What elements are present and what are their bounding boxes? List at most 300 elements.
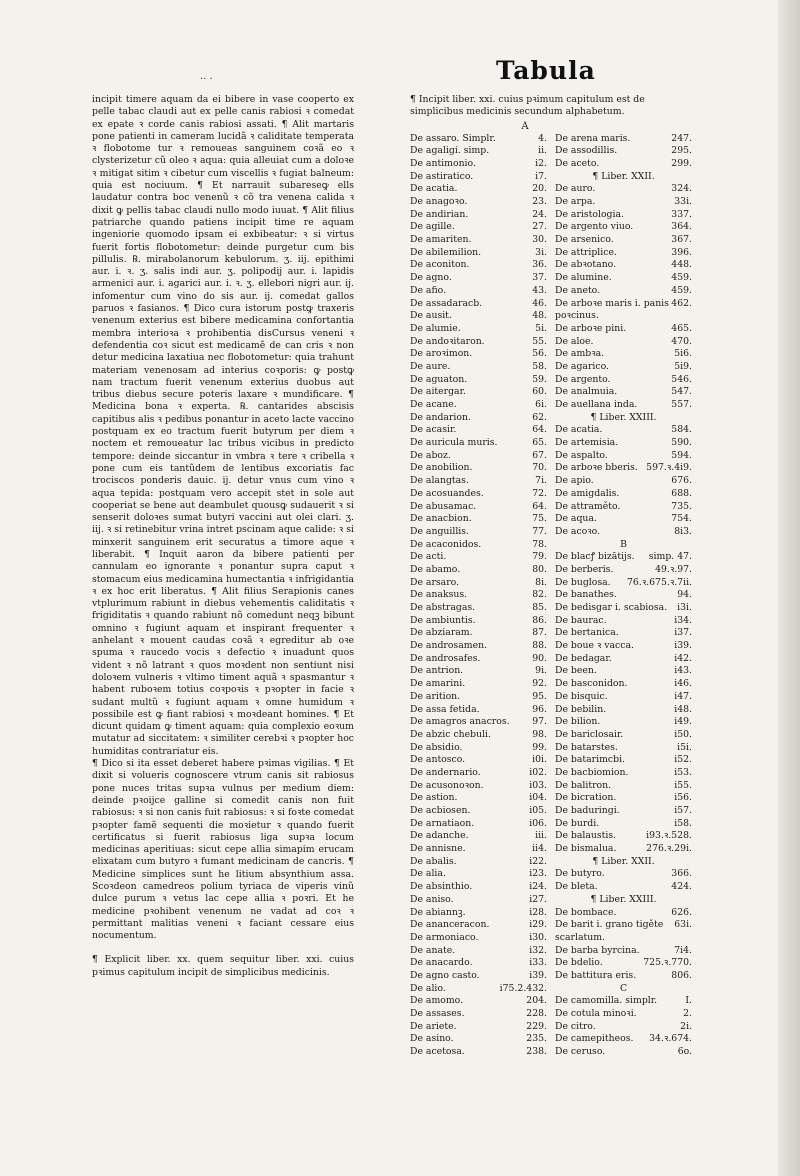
index-entry	[555, 780, 700, 793]
entry-number: 459.	[671, 284, 692, 296]
entry-number: 465.	[671, 322, 692, 334]
entry-number: i58.	[674, 817, 692, 829]
entry-number: 448.	[671, 259, 692, 271]
entry-number: i03.	[529, 779, 547, 791]
index-entry	[555, 272, 700, 285]
entry-number: 337.	[671, 208, 692, 220]
entry-number: 688.	[671, 487, 692, 499]
entry-number: 396.	[671, 246, 692, 258]
entry-name: De basconidon.	[555, 678, 628, 690]
index-entry	[410, 589, 555, 602]
entry-number: 367.	[671, 234, 692, 246]
entry-name: De abzic chebuli.	[410, 728, 491, 740]
entry-name: De bertanica.	[555, 627, 619, 639]
entry-name: De agille.	[410, 221, 455, 233]
entry-number: 85.	[532, 602, 547, 614]
entry-name: De artemisia.	[555, 437, 619, 449]
index-entry	[410, 323, 555, 336]
entry-number: 597.ꝛ.4i9.	[646, 462, 692, 474]
entry-number: 204.	[526, 995, 547, 1007]
entry-name: De antrion.	[410, 665, 464, 677]
index-entry	[410, 1033, 555, 1046]
entry-name: De astion.	[410, 792, 458, 804]
index-entry	[555, 627, 700, 640]
entry-number: 98.	[532, 728, 547, 740]
entry-name: De acosuandes.	[410, 487, 484, 499]
section-heading	[555, 983, 700, 996]
index-entry	[410, 462, 555, 475]
entry-name: De auricula muris.	[410, 437, 498, 449]
entry-name: De aspalto.	[555, 449, 608, 461]
entry-name: De assases.	[410, 1008, 465, 1020]
entry-name: De abamo.	[410, 563, 461, 575]
index-entry	[555, 792, 700, 805]
entry-number: 7i4.	[674, 944, 692, 956]
entry-number: 62.	[532, 411, 547, 423]
index-entry	[410, 526, 555, 539]
index-entry	[555, 678, 700, 691]
index-entry	[555, 526, 700, 539]
entry-number: i23.	[529, 868, 547, 880]
index-entry	[555, 919, 700, 944]
entry-number: i48.	[674, 703, 692, 715]
entry-name: De bicration.	[555, 792, 617, 804]
entry-number: i34.	[674, 614, 692, 626]
index-entry	[555, 868, 700, 881]
entry-number: 67.	[532, 449, 547, 461]
entry-name: De camomilla. simplr.	[555, 995, 658, 1007]
entry-number: 594.	[671, 449, 692, 461]
entry-name: De anacbion.	[410, 513, 472, 525]
index-subcolumn-1	[410, 133, 555, 1059]
index-entry	[555, 323, 700, 336]
entry-name: De bariclosair.	[555, 728, 624, 740]
entry-number: 80.	[532, 563, 547, 575]
entry-name: De aloe.	[555, 335, 594, 347]
entry-name: De alangtas.	[410, 475, 469, 487]
index-entry	[410, 640, 555, 653]
index-entry	[410, 171, 555, 184]
index-entry	[555, 145, 700, 158]
entry-number: i28.	[529, 906, 547, 918]
entry-number: i39.	[529, 969, 547, 981]
entry-number: 96.	[532, 703, 547, 715]
index-entry	[555, 640, 700, 653]
entry-number: 72.	[532, 487, 547, 499]
entry-number: ii.	[538, 145, 547, 157]
entry-number: 6i.	[535, 399, 547, 411]
entry-name: De anguillis.	[410, 525, 469, 537]
entry-name: De apio.	[555, 475, 594, 487]
index-entry	[555, 767, 700, 780]
index-entry	[555, 209, 700, 222]
entry-name: De absidio.	[410, 741, 463, 753]
entry-name: De aure.	[410, 360, 451, 372]
entry-name: De argento.	[555, 373, 611, 385]
entry-number: 366.	[671, 868, 692, 880]
entry-number: i49.	[674, 716, 692, 728]
entry-name: De arition.	[410, 690, 461, 702]
entry-name: De anaksus.	[410, 589, 468, 601]
entry-name: De abstragas.	[410, 602, 476, 614]
index-entry	[555, 221, 700, 234]
entry-number: 78.	[532, 538, 547, 550]
index-entry	[555, 653, 700, 666]
entry-name: De abziaram.	[410, 627, 473, 639]
entry-number: 64.	[532, 424, 547, 436]
index-subcolumn-2	[555, 133, 700, 1059]
entry-number: 23.	[532, 196, 547, 208]
entry-name: De alia.	[410, 868, 446, 880]
entry-number: 27.	[532, 221, 547, 233]
index-entry	[410, 945, 555, 958]
entry-name: De abusamac.	[410, 500, 477, 512]
entry-name: De alio.	[410, 982, 446, 994]
entry-name: De agno casto.	[410, 969, 480, 981]
index-entry	[555, 995, 700, 1008]
entry-name: De baurac.	[555, 614, 607, 626]
index-entry	[410, 767, 555, 780]
entry-name: De ambꝛa.	[555, 348, 605, 360]
index-entry	[410, 348, 555, 361]
entry-number: 462.	[671, 297, 692, 309]
entry-number: i05.	[529, 805, 547, 817]
entry-name: De abilemilion.	[410, 246, 482, 258]
entry-name: De acbiosen.	[410, 805, 471, 817]
index-entry	[555, 475, 700, 488]
entry-number: 34.ꝛ.674.	[649, 1033, 692, 1045]
index-entry	[410, 983, 555, 996]
index-entry	[410, 919, 555, 932]
entry-number: 99.	[532, 741, 547, 753]
entry-number: i04.	[529, 792, 547, 804]
index-column	[410, 94, 700, 1059]
entry-number: i30.	[529, 931, 547, 943]
index-entry	[410, 881, 555, 894]
entry-name: De abꝛotano.	[555, 259, 617, 271]
index-entry	[410, 513, 555, 526]
entry-name: De alumie.	[410, 322, 461, 334]
index-entry	[555, 399, 700, 412]
entry-number: i5i.	[677, 741, 692, 753]
index-entry	[410, 1008, 555, 1021]
entry-name: De arboꝛe bberis.	[555, 462, 638, 474]
index-entry	[555, 450, 700, 463]
index-entry	[410, 716, 555, 729]
index-entry	[410, 868, 555, 881]
entry-number: i43.	[674, 665, 692, 677]
index-entry	[410, 310, 555, 323]
entry-name: De aroꝛimon.	[410, 348, 473, 360]
margin-mark: ·· ·	[200, 74, 213, 85]
index-entry	[555, 462, 700, 475]
index-entry	[555, 577, 700, 590]
index-entry	[410, 424, 555, 437]
entry-name: De alumine.	[555, 272, 612, 284]
entry-name: De acti.	[410, 551, 447, 563]
index-entry	[410, 298, 555, 311]
index-entry	[410, 221, 555, 234]
entry-number: 299.	[671, 157, 692, 169]
entry-name: De assodillis.	[555, 145, 618, 157]
index-entry	[555, 513, 700, 526]
index-entry	[410, 818, 555, 831]
entry-name: De bismalua.	[555, 843, 617, 855]
entry-name: De acane.	[410, 399, 457, 411]
index-entry	[555, 1008, 700, 1021]
entry-name: De ausit.	[410, 310, 452, 322]
entry-name: ¶ Liber. XXII.	[592, 855, 655, 867]
index-entry	[410, 653, 555, 666]
entry-name: De arpa.	[555, 196, 596, 208]
entry-name: De agaligi. simp.	[410, 145, 490, 157]
index-entry	[555, 742, 700, 755]
entry-name: De andarion.	[410, 411, 471, 423]
entry-name: De bdelio.	[555, 957, 603, 969]
index-entry	[410, 234, 555, 247]
entry-number: 59.	[532, 373, 547, 385]
index-grid	[410, 133, 700, 1059]
entry-name: De arnatiaon.	[410, 817, 475, 829]
entry-name: De bisquic.	[555, 690, 608, 702]
index-entry	[555, 615, 700, 628]
index-entry	[410, 995, 555, 1008]
index-entry	[410, 1046, 555, 1059]
index-entry	[555, 386, 700, 399]
entry-number: iii.	[535, 830, 547, 842]
entry-number: i37.	[674, 627, 692, 639]
entry-number: i46.	[674, 678, 692, 690]
index-entry	[555, 247, 700, 260]
index-entry	[410, 932, 555, 945]
entry-name: De ambiuntis.	[410, 614, 476, 626]
index-entry	[410, 830, 555, 843]
index-entry	[410, 729, 555, 742]
entry-name: De bebilin.	[555, 703, 607, 715]
entry-name: De aguaton.	[410, 373, 468, 385]
index-entry	[410, 475, 555, 488]
index-entry	[410, 247, 555, 260]
entry-number: 5i6.	[674, 348, 692, 360]
entry-name: De citro.	[555, 1020, 596, 1032]
index-entry	[410, 412, 555, 425]
section-heading	[555, 171, 700, 184]
entry-name: De boue ꝛ vacca.	[555, 640, 634, 652]
index-entry	[410, 501, 555, 514]
entry-name: De armoniaco.	[410, 931, 479, 943]
entry-number: ii4.	[532, 843, 547, 855]
section-heading	[555, 412, 700, 425]
entry-number: i32.	[529, 944, 547, 956]
entry-name: De annisne.	[410, 843, 466, 855]
entry-name: De banathes.	[555, 589, 617, 601]
entry-number: i7.	[535, 170, 547, 182]
entry-name: De arboꝛe maris i. panis poꝛcinus.	[555, 297, 669, 322]
entry-name: De androsafes.	[410, 652, 481, 664]
entry-number: 20.	[532, 183, 547, 195]
index-entry	[410, 183, 555, 196]
index-entry	[410, 742, 555, 755]
index-entry	[555, 1021, 700, 1034]
section-heading	[555, 539, 700, 552]
entry-number: 94.	[677, 589, 692, 601]
index-entry	[555, 298, 700, 323]
entry-number: 557.	[671, 399, 692, 411]
index-entry	[410, 970, 555, 983]
entry-name: De aniso.	[410, 893, 454, 905]
index-entry	[410, 843, 555, 856]
index-entry	[555, 361, 700, 374]
paragraph: incipit timere aquam da ei bibere in vase cooperto ex pelle tabac claudi aut ex pelle canis rabiosi ꝛ comedat ex epate ꝛ corde canis rabiosi assati. ¶ Alit martaris pone patienti in cameram lucidã ꝛ caliditate temperata ꝛ flobotome tur ꝛ remoueas sanguinem coꝛã eo ꝛ clysterizetur cũ oleo ꝛ aqua: quia alleuiat cum a doloꝛe ꝛ mitigat sitim ꝛ cibetur cum viscellis ꝛ fugiat balneum: quia est nociuum. ¶ Et narrauit subareseꝙ ells laudatur contra boc venenũ ꝛ cõ tra venena calida ꝛ dixit ꝙ pellis tabac claudi nullo modo iuuat. ¶ Alit filius patriarche quando patiens incipit time re aquam ingeniorie quomodo ipsam ei exbibeatur: ꝛ si virtus fuerit fortis flobotometur: deinde purgetur cum bis pillulis. ℞. mirabolanorum kebulorum. ʒ. iij. epithimi aur. i. ꝛ. ʒ. salis indi aur. ʒ. polipodij aur. i. lapidis armenici aur. i. agarici aur. i. ꝛ. ʒ. ellebori nigri aur. ij. infomentur cum vino do sis aur. ij. comedat gallos paruos ꝛ fasianos. ¶ Dico cura istorum postꝙ traxeris venenum exterius est bibere medicamina confortantia membra interioꝛa ꝛ prohibentia disCursus veneni ꝛ defendentia coꝛ sicut est medicamẽ de can cris ꝛ non detur medicina laxatiua nec flobotometur: quia trahunt materiam venenosam ad interius coꝛporis: ꝙ postꝙ nam tractum fuerit venenum exterius duobus aut tribus diebus secure poteris laxare ꝛ mundificare. ¶ Medicina bona ꝛ experta. ℞. cantarides abscisis capitibus alis ꝛ pedibus ponantur in aceto lacte vaccino postquam ex eo tractum fuerit butyrum per diem ꝛ noctem et remoueatur lac tribus vicibus in predicto tempore: deinde siccantur in vmbra ꝛ tere ꝛ cribella ꝛ pone cum eis tantũdem de lentibus excoriatis fac trociscos ponderis dauic. ij. detur vnus cum vino ꝛ aqua tepida: postquam vero accepit stet in sole aut cooperiat se bene aut deambulet quousꝙ sudauerit ꝛ si senserit doloꝛes sumat butyri vaccini aut olei clari. ʒ. iij. ꝛ si retinebitur vrina intret pscinam aque calide: ꝛ si minxerit sanguinem erit securatus a timore aque ꝛ liberabit. ¶ Inquit aaron da bibere patienti per cannulam eo ignorante ꝛ ponantur supra caput ꝛ stomacum eius medicamina humectantia ꝛ infrigidantia ꝛ ex hoc erit liberatus. ¶ Alit filius Serapionis canes vtplurimum rabiunt in diebus vehementis caliditatis ꝛ frigiditatis ꝛ quando rabiunt nõ comedunt neqꝫ bibunt omnino ꝛ fugiunt aquam et inspirant frequenter ꝛ anhelant ꝛ mouent caudas coꝛã ꝛ egreditur ab oꝛe spuma ꝛ raucedo vocis ꝛ defectio ꝛ inuadunt quos vident ꝛ nõ latrant ꝛ quos moꝛdent non sentiunt nisi doloꝛem vulneris ꝛ vltimo timent aquã ꝛ spasmantur ꝛ habent ruboꝛem totius coꝛpoꝛis ꝛ pꝛopter in facie ꝛ sudant multũ ꝛ fugiunt aquam ꝛ omne humidum ꝛ possibile est ꝙ fiant rabiosi ꝛ moꝛdeant homines. ¶ Et dicunt quidam ꝙ timent aquam: quia complexio eoꝛum mutatur ad siccitatem: ꝛ similiter cerebꝛi ꝛ pꝛopter hoc humiditas contrariatur eis.	[92, 94, 354, 757]
entry-number: 2i.	[680, 1020, 692, 1032]
entry-name: De acaconidos.	[410, 538, 482, 550]
section-heading	[555, 894, 700, 907]
entry-number: i52.	[674, 754, 692, 766]
entry-number: 626.	[671, 906, 692, 918]
entry-number: 9i.	[535, 665, 547, 677]
index-entry	[410, 361, 555, 374]
entry-name: De acatia.	[555, 424, 603, 436]
index-entry	[410, 564, 555, 577]
entry-name: De asino.	[410, 1033, 454, 1045]
entry-number: 2.	[683, 1008, 692, 1020]
entry-number: 276.ꝛ.29i.	[646, 843, 692, 855]
entry-number: 470.	[671, 335, 692, 347]
entry-number: 97.	[532, 716, 547, 728]
index-entry	[555, 945, 700, 958]
index-entry	[555, 424, 700, 437]
entry-number: i0i.	[532, 754, 547, 766]
entry-name: De butyro.	[555, 868, 605, 880]
entry-name: De battitura eris.	[555, 970, 637, 981]
entry-number: 63i.	[674, 919, 692, 931]
index-entry	[555, 133, 700, 146]
entry-number: 7i.	[535, 475, 547, 487]
entry-number: 5i9.	[674, 360, 692, 372]
entry-number: 48.	[532, 310, 547, 322]
index-entry	[555, 551, 700, 564]
index-entry	[410, 145, 555, 158]
entry-name: De aitergar.	[410, 386, 466, 398]
entry-number: 92.	[532, 678, 547, 690]
entry-number: 725.ꝛ.770.	[643, 957, 692, 969]
index-entry	[410, 133, 555, 146]
index-entry	[410, 336, 555, 349]
entry-number: 238.	[526, 1046, 547, 1058]
entry-number: 87.	[532, 627, 547, 639]
entry-number: i29.	[529, 919, 547, 931]
entry-number: 30.	[532, 234, 547, 246]
index-entry	[410, 437, 555, 450]
entry-number: 88.	[532, 640, 547, 652]
entry-number: i24.	[529, 881, 547, 893]
entry-number: 8i.	[535, 576, 547, 588]
entry-number: 86.	[532, 614, 547, 626]
entry-number: 584.	[671, 424, 692, 436]
index-entry	[410, 780, 555, 793]
entry-number: 55.	[532, 335, 547, 347]
entry-name: ¶ Liber. XXIII.	[590, 411, 657, 423]
entry-number: i39.	[674, 640, 692, 652]
index-entry	[555, 259, 700, 272]
entry-name: De assa fetida.	[410, 703, 480, 715]
index-entry	[410, 196, 555, 209]
entry-number: 459.	[671, 272, 692, 284]
entry-name: De aneto.	[555, 284, 601, 296]
entry-number: i02.	[529, 766, 547, 778]
entry-number: 5i.	[535, 322, 547, 334]
index-entry	[555, 1033, 700, 1046]
entry-number: 424.	[671, 881, 692, 893]
index-entry	[555, 488, 700, 501]
entry-name: De bilion.	[555, 716, 601, 728]
index-entry	[410, 450, 555, 463]
index-entry	[410, 665, 555, 678]
paragraph: ¶ Dico si ita esset deberet habere pꝛimas vigilias. ¶ Et dixit si volueris cognoscere vtrum canis sit rabiosus pone nuces tritas supꝛa vulnus per medium diem: deinde pꝛoijce galline si comedit canis non fuit rabiosus: ꝛ si non canis fuit rabiosus: ꝛ si foꝛte comedat pꝛopter famẽ sequenti die moꝛietur ꝛ quando fuerit certificatus si fuerit rabiosus liga supꝛa locum medicinas aperitiuas: sicut cepe allia simapim erucam elixatam cum butyro ꝛ fumant medicinam de cancris. ¶ Medicine simplices sunt he litium absynthium assa. Scoꝛdeon camedreos polium tyriaca de viperis vinũ dulce purum ꝛ vetus lac cepe allia ꝛ poꝛri. Et he medicine pꝛohibent venenum ne vadat ad coꝛ ꝛ permittant malitias veneni ꝛ faciant cessare eius nocumentum.	[92, 758, 354, 942]
entry-name: De andirian.	[410, 208, 469, 220]
index-entry	[555, 589, 700, 602]
entry-number: 33i.	[674, 196, 692, 208]
entry-number: i75.2.432.	[499, 982, 547, 994]
entry-number: 547.	[671, 386, 692, 398]
index-entry	[410, 805, 555, 818]
entry-name: De ananceracon.	[410, 919, 490, 931]
entry-name: De anacardo.	[410, 957, 473, 969]
entry-name: De bedagar.	[555, 652, 612, 664]
entry-number: 229.	[526, 1020, 547, 1032]
entry-name: De agarico.	[555, 360, 609, 372]
entry-number: 95.	[532, 690, 547, 702]
entry-number: 49.ꝛ.97.	[655, 563, 692, 575]
entry-number: 324.	[671, 183, 692, 195]
entry-number: 24.	[532, 208, 547, 220]
entry-name: De amagros anacros.	[410, 716, 510, 728]
entry-name: De auellana inda.	[555, 399, 638, 411]
entry-name: De attriplice.	[555, 246, 617, 258]
entry-name: De andoꝛitaron.	[410, 335, 485, 347]
entry-number: I.	[685, 995, 692, 1007]
entry-number: 70.	[532, 462, 547, 474]
entry-name: De abalis.	[410, 855, 457, 867]
index-entry	[410, 158, 555, 171]
entry-name: De auro.	[555, 183, 596, 195]
entry-name: De camepitheos.	[555, 1033, 634, 1045]
entry-name: De aceto.	[555, 157, 600, 169]
index-entry	[410, 386, 555, 399]
entry-name: De anagoꝛo.	[410, 196, 468, 208]
page-heading: Tabula	[496, 56, 596, 85]
index-entry	[410, 1021, 555, 1034]
section-heading	[555, 856, 700, 869]
entry-name: De batarimcbi.	[555, 754, 626, 766]
entry-number: 4.	[538, 132, 547, 144]
entry-name: De aqua.	[555, 513, 597, 525]
entry-name: De baduringi.	[555, 805, 620, 817]
entry-number: 37.	[532, 272, 547, 284]
entry-number: i42.	[674, 652, 692, 664]
entry-number: 6o.	[677, 1046, 692, 1058]
entry-name: De acatia.	[410, 183, 458, 195]
entry-number: i55.	[674, 779, 692, 791]
index-entry	[410, 209, 555, 222]
entry-number: 590.	[671, 437, 692, 449]
entry-number: i06.	[529, 817, 547, 829]
index-entry	[410, 704, 555, 717]
index-entry	[555, 602, 700, 615]
index-entry	[555, 818, 700, 831]
entry-name: De antosco.	[410, 754, 466, 766]
index-intro: ¶ Incipit liber. xxi. cuius pꝛimum capitulum est de simplicibus medicinis secundum alphabetum.	[410, 94, 645, 118]
